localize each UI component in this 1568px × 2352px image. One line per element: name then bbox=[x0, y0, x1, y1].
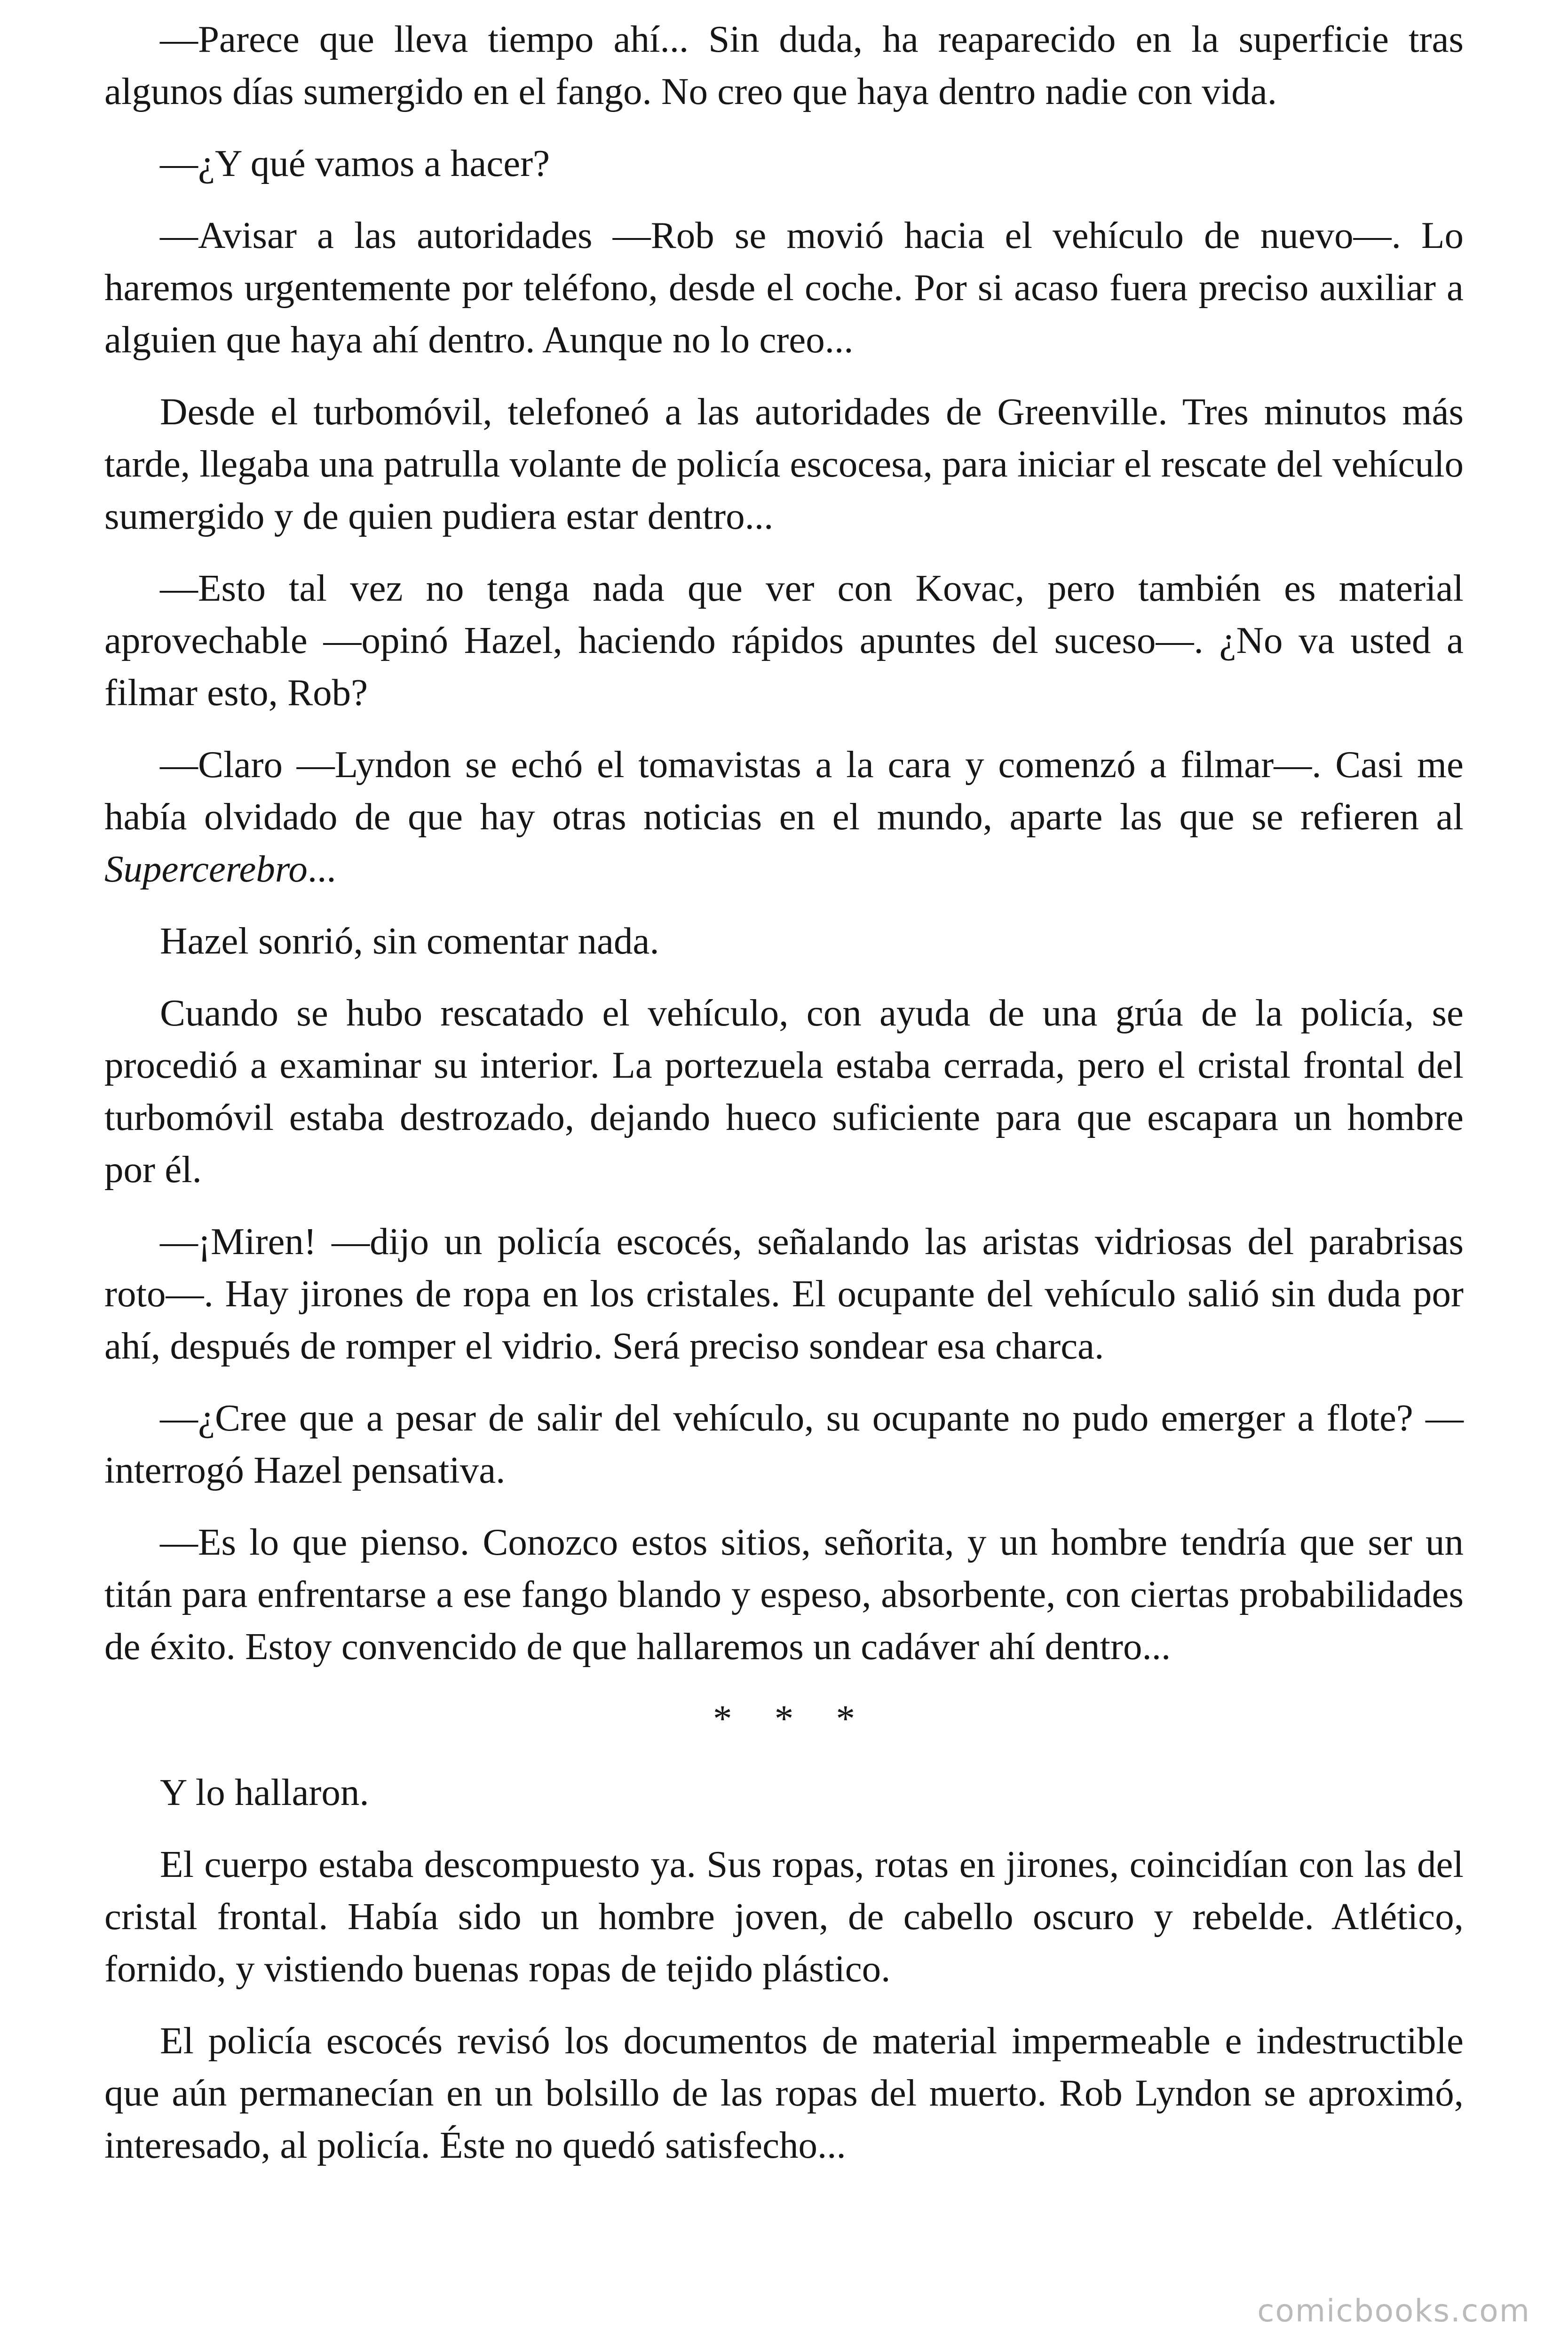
paragraph: Cuando se hubo rescatado el vehículo, con ayuda de una grúa de la policía, se procedió a examinar su interior. La portezuela estaba cerrada, pero el cristal frontal del turbomóvil estaba destrozado, dejando hueco suficiente para que escapara un hombre por él. bbox=[104, 992, 1464, 1191]
paragraph: —Es lo que pienso. Conozco estos sitios, señorita, y un hombre tendría que ser un titán para enfrentarse a ese fango blando y espeso, absorbente, con ciertas probabilidades de éxito. Estoy convencido de que hallaremos un cadáver ahí dentro... bbox=[104, 1521, 1464, 1668]
italic-term: Supercerebro bbox=[104, 848, 308, 890]
paragraph: —Avisar a las autoridades —Rob se movió hacia el vehículo de nuevo—. Lo haremos urgentemente por teléfono, desde el coche. Por si acaso fuera preciso auxiliar a alguien que haya ahí dentro. Aunque no lo creo... bbox=[104, 214, 1464, 361]
watermark: comicbooks.com bbox=[1252, 2291, 1535, 2331]
paragraph: —Esto tal vez no tenga nada que ver con Kovac, pero también es material aprovechable —opinó Hazel, haciendo rápidos apuntes del suceso—. ¿No va usted a filmar esto, Rob? bbox=[104, 567, 1464, 714]
paragraph: —¡Miren! —dijo un policía escocés, señalando las aristas vidriosas del parabrisas roto—. Hay jirones de ropa en los cristales. El ocupante del vehículo salió sin duda por ahí, después de romper el vidrio. Será preciso sondear esa charca. bbox=[104, 1220, 1464, 1367]
paragraph bbox=[104, 739, 1464, 895]
book-page bbox=[104, 13, 1464, 2191]
paragraph: Hazel sonrió, sin comentar nada. bbox=[160, 920, 659, 962]
paragraph: —Parece que lleva tiempo ahí... Sin duda, ha reaparecido en la superficie tras algunos días sumergido en el fango. No creo que haya dentro nadie con vida. bbox=[104, 18, 1464, 112]
paragraph-text: —Claro —Lyndon se echó el tomavistas a la cara y comenzó a filmar—. Casi me había olvidado de que hay otras noticias en el mundo, aparte las que se refieren al bbox=[104, 743, 1464, 838]
paragraph: —¿Y qué vamos a hacer? bbox=[160, 142, 550, 184]
section-separator: * * * bbox=[713, 1697, 855, 1740]
paragraph-tail: ... bbox=[307, 848, 336, 890]
paragraph: Y lo hallaron. bbox=[160, 1771, 369, 1813]
paragraph: El cuerpo estaba descompuesto ya. Sus ropas, rotas en jirones, coincidían con las del cristal frontal. Había sido un hombre joven, de cabello oscuro y rebelde. Atlético, fornido, y vistiendo buenas ropas de tejido plástico. bbox=[104, 1843, 1464, 1990]
paragraph: El policía escocés revisó los documentos de material impermeable e indestructible que aún permanecían en un bolsillo de las ropas del muerto. Rob Lyndon se aproximó, interesado, al policía. Éste no quedó satisfecho... bbox=[104, 2019, 1464, 2166]
paragraph: Desde el turbomóvil, telefoneó a las autoridades de Greenville. Tres minutos más tarde, llegaba una patrulla volante de policía escocesa, para iniciar el rescate del vehículo sumergido y de quien pudiera estar dentro... bbox=[104, 390, 1464, 537]
paragraph: —¿Cree que a pesar de salir del vehículo, su ocupante no pudo emerger a flote? —interrogó Hazel pensativa. bbox=[104, 1397, 1464, 1491]
